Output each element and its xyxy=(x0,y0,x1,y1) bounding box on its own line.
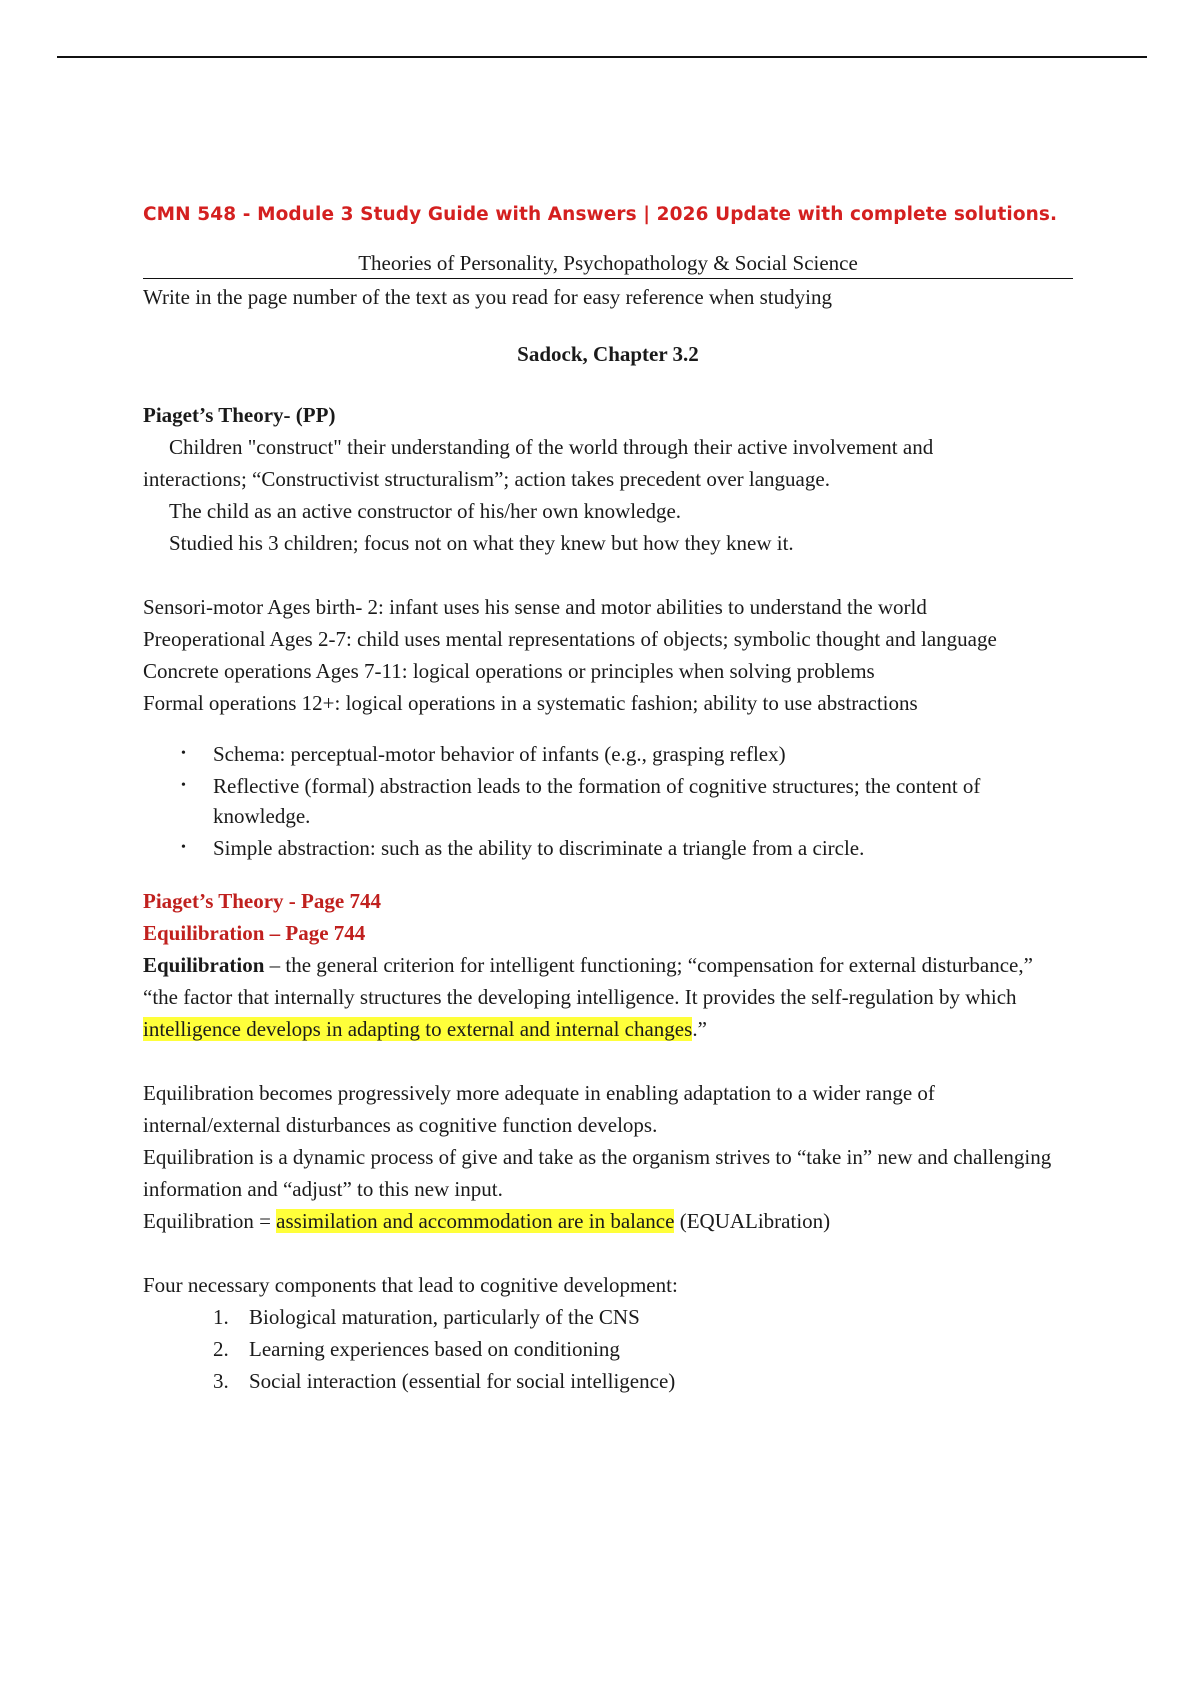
piaget-page-heading: Piaget’s Theory - Page 744 xyxy=(143,889,381,913)
bullet-icon: • xyxy=(181,840,186,855)
equilibration-definition: Equilibration – the general criterion for intelligent functioning; “compensation for external disturbance,” “the factor that internally structures the developing intelligence. It provides the self-regulation by which intelligence develops in adapting to external and internal changes.” xyxy=(143,953,1033,1041)
list-item: • Reflective (formal) abstraction leads to the formation of cognitive structures; the content of knowledge. xyxy=(213,771,1073,831)
document-page xyxy=(143,204,1073,1397)
equilibration-para-1: Equilibration becomes progressively more adequate in enabling adaptation to a wider range of internal/external disturbances as cognitive function develops. xyxy=(143,1081,935,1137)
components-list xyxy=(143,1301,1073,1397)
document-subtitle: Theories of Personality, Psychopathology & Social Science xyxy=(143,251,1073,279)
list-item: 2. Learning experiences based on conditioning xyxy=(213,1337,620,1361)
piaget-line-4: Studied his 3 children; focus not on what they knew but how they knew it. xyxy=(169,531,794,555)
page-top-rule xyxy=(57,56,1147,58)
components-intro: Four necessary components that lead to cognitive development: xyxy=(143,1273,678,1297)
stage-formal: Formal operations 12+: logical operations in a systematic fashion; ability to use abstractions xyxy=(143,691,918,715)
list-item: • Schema: perceptual-motor behavior of infants (e.g., grasping reflex) xyxy=(213,739,1073,769)
list-item: 1. Biological maturation, particularly of the CNS xyxy=(213,1305,640,1329)
piaget-line-2: interactions; “Constructivist structuralism”; action takes precedent over language. xyxy=(143,467,830,491)
bullet-icon: • xyxy=(181,778,186,793)
equilibration-balance: Equilibration = assimilation and accommodation are in balance (EQUALibration) xyxy=(143,1209,831,1233)
equilibration-term: Equilibration xyxy=(143,953,265,977)
instruction-text: Write in the page number of the text as you read for easy reference when studying xyxy=(143,285,832,309)
piaget-heading: Piaget’s Theory- (PP) xyxy=(143,403,336,427)
stage-sensorimotor: Sensori-motor Ages birth- 2: infant uses his sense and motor abilities to understand the world xyxy=(143,595,927,619)
bullet-icon: • xyxy=(181,746,186,761)
piaget-line-1: Children "construct" their understanding of the world through their active involvement and xyxy=(169,435,934,459)
list-item: • Simple abstraction: such as the ability to discriminate a triangle from a circle. xyxy=(213,833,1073,863)
piaget-line-3: The child as an active constructor of his/her own knowledge. xyxy=(169,499,682,523)
concept-bullet-list xyxy=(143,739,1073,863)
list-item: 3. Social interaction (essential for social intelligence) xyxy=(213,1369,676,1393)
chapter-heading: Sadock, Chapter 3.2 xyxy=(517,342,699,366)
highlighted-phrase: assimilation and accommodation are in balance xyxy=(276,1209,675,1233)
equilibration-para-2: Equilibration is a dynamic process of give and take as the organism strives to “take in” new and challenging information and “adjust” to this new input. xyxy=(143,1145,1052,1201)
equilibration-page-heading: Equilibration – Page 744 xyxy=(143,921,366,945)
document-title: CMN 548 - Module 3 Study Guide with Answers | 2026 Update with complete solutions. xyxy=(143,204,1058,225)
stage-preoperational: Preoperational Ages 2-7: child uses mental representations of objects; symbolic thought and language xyxy=(143,627,997,651)
stage-concrete: Concrete operations Ages 7-11: logical operations or principles when solving problems xyxy=(143,659,875,683)
highlighted-phrase: intelligence develops in adapting to external and internal changes xyxy=(143,1017,693,1041)
